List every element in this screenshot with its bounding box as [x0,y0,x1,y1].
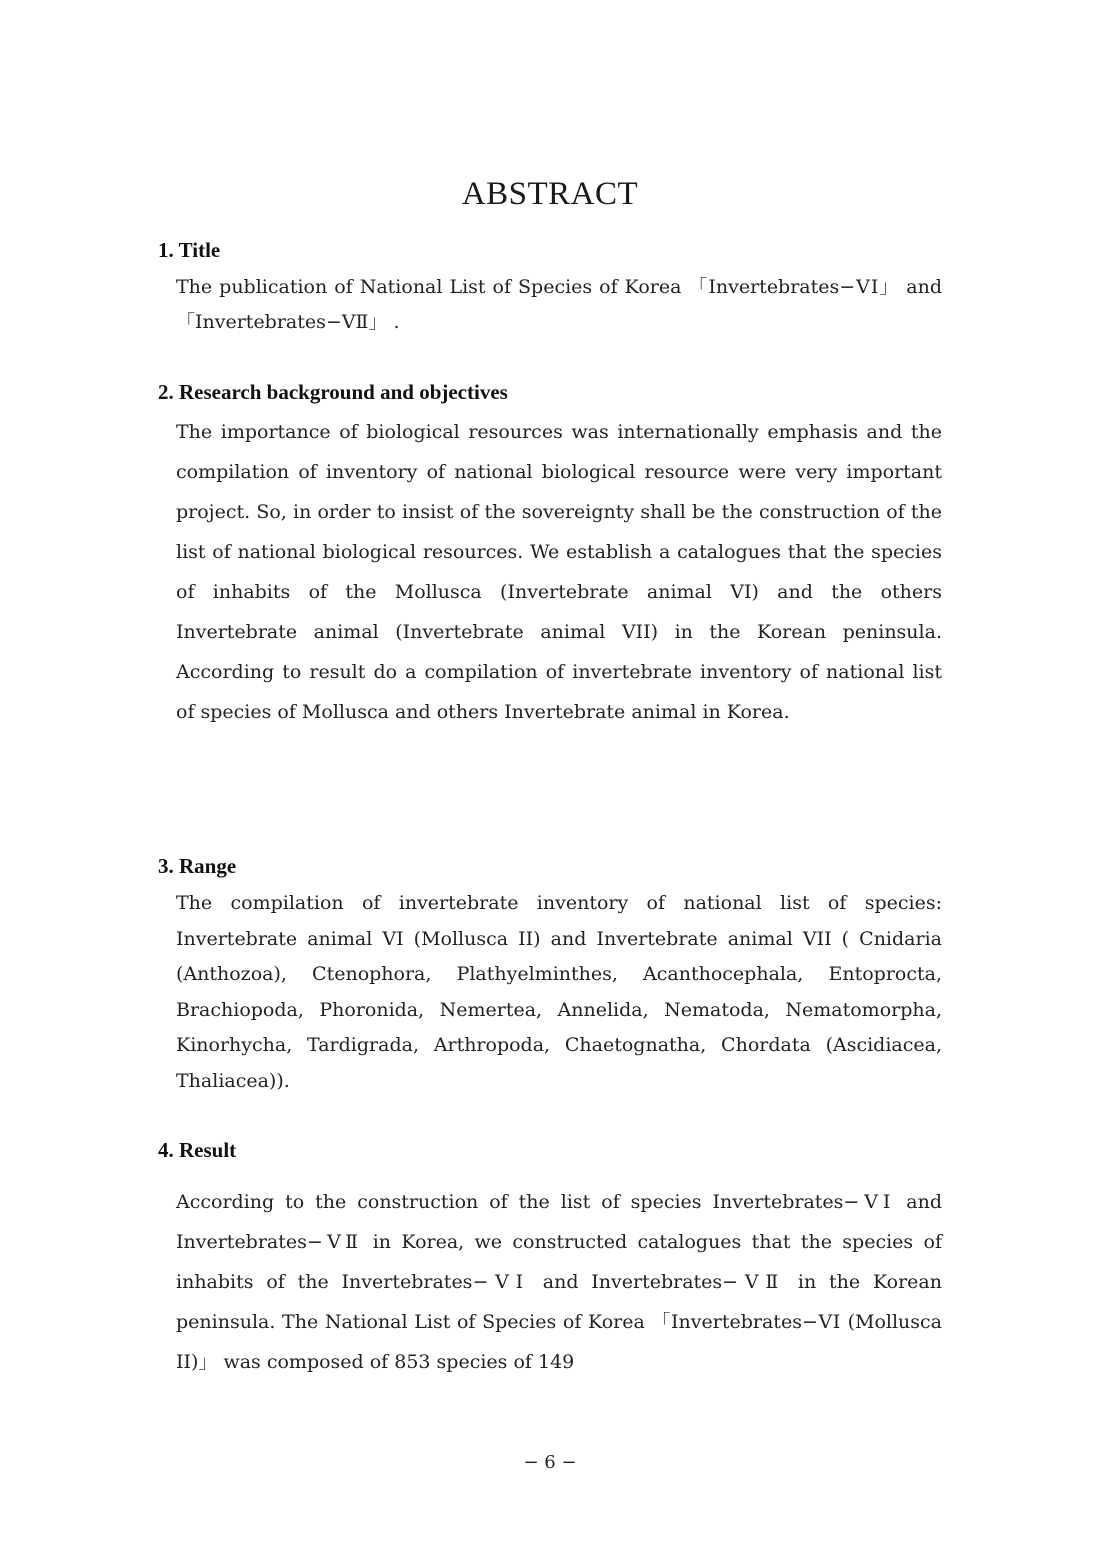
section-text-result: According to the construction of the list of species Invertebrates−ⅤⅠ and Invertebrates−ⅤⅡ in Korea, we constructed catalogues that the species of inhabits of the Invertebrates−ⅤⅠ and Invertebrates−ⅤⅡ in the Korean peninsula. The National List of Species of Korea 「Invertebrates−ⅤⅠ (Mollusca II)」 was composed of 853 species of 149 [176,1191,942,1373]
section-heading-title: 1. Title [158,238,221,262]
page-title: ABSTRACT [461,176,639,212]
section-heading-result: 4. Result [158,1138,237,1162]
section-heading-background: 2. Research background and objectives [158,380,508,404]
page-number: − 6 − [523,1452,577,1473]
section-text-title: The publication of National List of Species of Korea 「Invertebrates−ⅤⅠ」 and 「Invertebrates−ⅤⅡ」 . [176,276,942,333]
section-text-background: The importance of biological resources was internationally emphasis and the compilation of inventory of national biological resource were very important project. So, in order to insist of the sovereignty shall be the construction of the list of national biological resources. We establish a catalogues that the species of inhabits of the Mollusca (Invertebrate animal VI) and the others Invertebrate animal (Invertebrate animal VII) in the Korean peninsula. According to result do a compilation of invertebrate inventory of national list of species of Mollusca and others Invertebrate animal in Korea. [176,421,942,723]
section-heading-range: 3. Range [158,854,237,878]
section-text-range: The compilation of invertebrate inventory of national list of species: Invertebrate animal VI (Mollusca II) and Invertebrate animal VII ( Cnidaria (Anthozoa), Ctenophora, Plathyelminthes, Acanthocephala, Entoproctа, Brachiopoda, Phoronida, Nemertea, Annelida, Nematoda, Nematomorpha, Kinorhycha, Tardigrada, Arthropoda, Chaetognatha, Chordata (Ascidiacea, Thaliacea)). [176,892,942,1092]
